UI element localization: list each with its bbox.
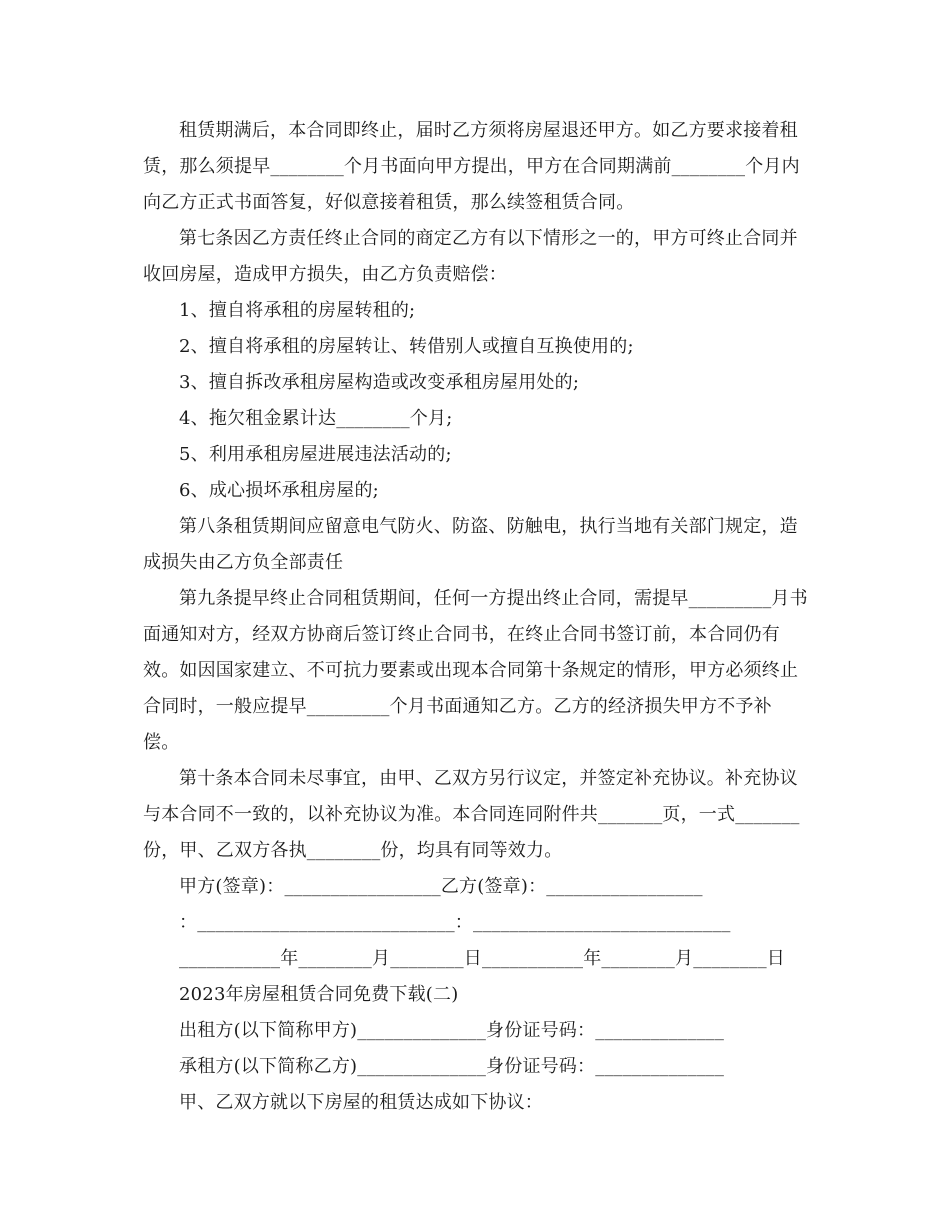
- paragraph-article-8: 第八条租赁期间应留意电气防火、防盗、防触电，执行当地有关部门规定，造成损失由乙方负全部责任: [143, 516, 798, 573]
- paragraph-lease-expiry: 租赁期满后，本合同即终止，届时乙方须将房屋退还甲方。如乙方要求接着租赁，那么须提早________个月书面向甲方提出，甲方在合同期满前________个月内向乙方正式书面答复，好似意接着租赁，那么续签租赁合同。: [143, 120, 800, 213]
- list-item-3: 3、擅自拆改承租房屋构造或改变承租房屋用处的;: [179, 372, 580, 393]
- paragraph-article-7: 第七条因乙方责任终止合同的商定乙方有以下情形之一的，甲方可终止合同并收回房屋，造成甲方损失，由乙方负责赔偿：: [143, 228, 798, 285]
- section-title: 2023年房屋租赁合同免费下载(二): [179, 984, 459, 1005]
- list-item-6: 6、成心损坏承租房屋的;: [179, 480, 379, 501]
- document-page: [143, 113, 808, 1121]
- list-item-4: 4、拖欠租金累计达________个月;: [179, 408, 453, 429]
- date-line: ___________年________月________日___________年________月________日: [179, 948, 785, 969]
- agreement-intro: 甲、乙双方就以下房屋的租赁达成如下协议：: [179, 1092, 543, 1113]
- paragraph-article-9: 第九条提早终止合同租赁期间，任何一方提出终止合同，需提早_________月书面通知对方，经双方协商后签订终止合同书，在终止合同书签订前，本合同仍有效。如因国家建立、不可抗力要素或出现本合同第十条规定的情形，甲方必须终止合同时，一般应提早_________个月书面通知乙方。乙方的经济损失甲方不予补偿。: [143, 588, 808, 753]
- list-item-2: 2、擅自将承租的房屋转让、转借别人或擅自互换使用的;: [179, 336, 634, 357]
- paragraph-article-10: 第十条本合同未尽事宜，由甲、乙双方另行议定，并签定补充协议。补充协议与本合同不一致的，以补充协议为准。本合同连同附件共_______页，一式_______份，甲、乙双方各执________份，均具有同等效力。: [143, 768, 800, 861]
- lessor-line: 出租方(以下简称甲方)______________身份证号码：______________: [179, 1020, 725, 1041]
- list-item-1: 1、擅自将承租的房屋转租的;: [179, 300, 416, 321]
- signature-detail-line: ：____________________________：____________________________: [179, 912, 731, 933]
- lessee-line: 承租方(以下简称乙方)______________身份证号码：______________: [179, 1056, 725, 1077]
- signature-line: 甲方(签章)：_________________乙方(签章)：_________________: [179, 876, 703, 897]
- list-item-5: 5、利用承租房屋进展违法活动的;: [179, 444, 452, 465]
